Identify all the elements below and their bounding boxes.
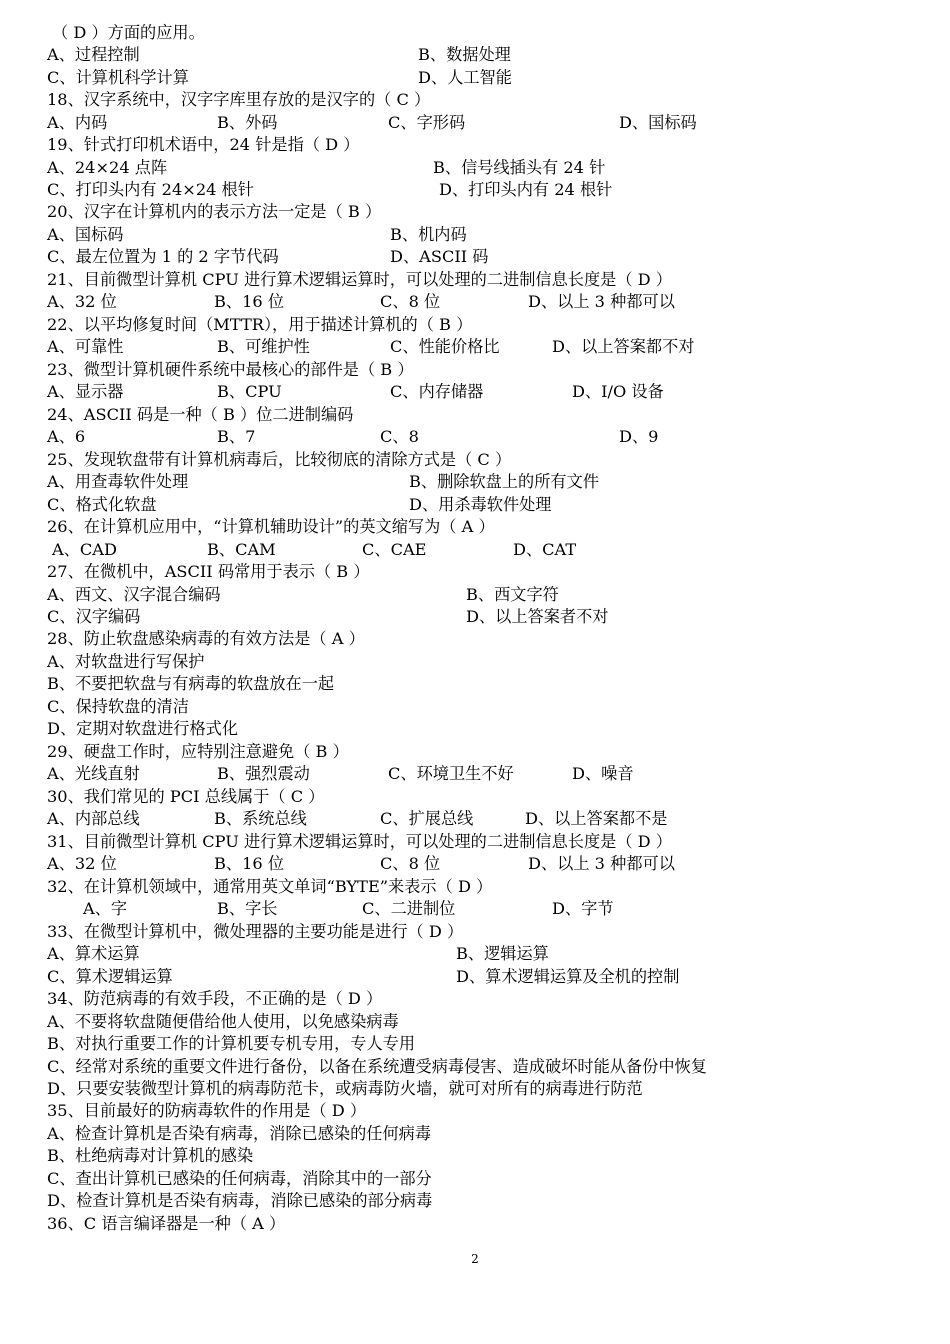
line-text: C、经常对系统的重要文件进行备份，以备在系统遭受病毒侵害、造成破坏时能从备份中恢复 [47, 1057, 707, 1076]
option-text: B、信号线插头有 24 针 [433, 158, 606, 177]
text-line [0, 1168, 950, 1190]
text-line [0, 381, 950, 403]
option-text: C、最左位置为 1 的 2 字节代码 [47, 247, 279, 266]
option-text: D、I/O 设备 [572, 382, 664, 401]
text-line [0, 1056, 950, 1078]
option-text: B、机内码 [390, 225, 467, 244]
option-text: A、光线直射 [47, 764, 140, 783]
text-line [0, 336, 950, 358]
option-text: C、性能价格比 [390, 337, 500, 356]
text-line [0, 1145, 950, 1167]
option-text: C、格式化软盘 [47, 495, 157, 514]
option-text: D、用杀毒软件处理 [409, 495, 552, 514]
text-line [0, 921, 950, 943]
line-text: B、杜绝病毒对计算机的感染 [47, 1146, 254, 1165]
option-text: C、字形码 [388, 113, 466, 132]
option-text: D、国标码 [619, 113, 697, 132]
option-text: C、8 位 [380, 292, 441, 311]
text-line [0, 471, 950, 493]
option-text: B、字长 [217, 899, 278, 918]
option-text: D、以上 3 种都可以 [528, 292, 675, 311]
text-line [0, 1213, 950, 1235]
text-line [0, 898, 950, 920]
text-line [0, 426, 950, 448]
line-text: 22、以平均修复时间（MTTR），用于描述计算机的（ B ） [47, 315, 473, 334]
line-text: 20、汉字在计算机内的表示方法一定是（ B ） [47, 202, 382, 221]
text-line [0, 651, 950, 673]
line-text: 30、我们常见的 PCI 总线属于（ C ） [47, 787, 325, 806]
line-text: 21、目前微型计算机 CPU 进行算术逻辑运算时，可以处理的二进制信息长度是（ D ） [47, 270, 672, 289]
option-text: B、CAM [207, 540, 276, 559]
option-text: A、西文、汉字混合编码 [47, 585, 221, 604]
text-line [0, 1190, 950, 1212]
page-number: 2 [471, 1252, 479, 1266]
option-text: B、西文字符 [466, 585, 559, 604]
text-line [0, 157, 950, 179]
option-text: A、内部总线 [47, 809, 140, 828]
option-text: A、用查毒软件处理 [47, 472, 189, 491]
text-line [0, 494, 950, 516]
text-line [0, 246, 950, 268]
text-line [0, 359, 950, 381]
option-text: A、32 位 [47, 854, 117, 873]
text-line [0, 516, 950, 538]
option-text: D、人工智能 [418, 68, 512, 87]
line-text: C、保持软盘的清洁 [47, 697, 189, 716]
option-text: A、CAD [52, 540, 117, 559]
text-line [0, 741, 950, 763]
line-text: A、不要将软盘随便借给他人使用，以免感染病毒 [47, 1012, 399, 1031]
line-text: A、检查计算机是否染有病毒，消除已感染的任何病毒 [47, 1124, 432, 1143]
text-line [0, 449, 950, 471]
option-text: B、16 位 [214, 854, 285, 873]
option-text: D、算术逻辑运算及全机的控制 [456, 967, 680, 986]
text-line [0, 584, 950, 606]
line-text: 23、微型计算机硬件系统中最核心的部件是（ B ） [47, 360, 414, 379]
text-line [0, 1123, 950, 1145]
option-text: A、过程控制 [47, 45, 140, 64]
option-text: C、8 位 [380, 854, 441, 873]
text-line [0, 1100, 950, 1122]
option-text: D、以上答案都不对 [552, 337, 695, 356]
text-line [0, 696, 950, 718]
line-text: 29、硬盘工作时，应特别注意避免（ B ） [47, 742, 349, 761]
option-text: C、内存储器 [390, 382, 484, 401]
text-line [0, 201, 950, 223]
text-line [0, 67, 950, 89]
option-text: A、国标码 [47, 225, 124, 244]
text-line [0, 112, 950, 134]
option-text: A、内码 [47, 113, 108, 132]
text-line [0, 808, 950, 830]
text-line [0, 853, 950, 875]
text-line [0, 269, 950, 291]
option-text: A、24×24 点阵 [47, 158, 168, 177]
option-text: A、6 [47, 427, 86, 446]
line-text: D、定期对软盘进行格式化 [47, 719, 239, 738]
text-line [0, 1078, 950, 1100]
text-line [0, 89, 950, 111]
text-line [0, 291, 950, 313]
option-text: D、CAT [513, 540, 577, 559]
option-text: C、打印头内有 24×24 根针 [47, 180, 254, 199]
option-text: B、数据处理 [418, 45, 511, 64]
text-line [0, 22, 950, 44]
text-line [0, 831, 950, 853]
option-text: A、显示器 [47, 382, 124, 401]
option-text: B、外码 [217, 113, 278, 132]
line-text: 19、针式打印机术语中，24 针是指（ D ） [47, 135, 360, 154]
text-line [0, 876, 950, 898]
option-text: D、ASCII 码 [390, 247, 489, 266]
option-text: C、CAE [362, 540, 427, 559]
text-line [0, 718, 950, 740]
option-text: C、算术逻辑运算 [47, 967, 173, 986]
text-line [0, 966, 950, 988]
line-text: 25、发现软盘带有计算机病毒后，比较彻底的清除方式是（ C ） [47, 450, 512, 469]
text-line [0, 606, 950, 628]
line-text: 35、目前最好的防病毒软件的作用是（ D ） [47, 1101, 367, 1120]
text-line [0, 763, 950, 785]
option-text: D、以上答案都不是 [525, 809, 668, 828]
text-line [0, 179, 950, 201]
option-text: B、系统总线 [214, 809, 307, 828]
option-text: D、噪音 [572, 764, 634, 783]
line-text: B、不要把软盘与有病毒的软盘放在一起 [47, 674, 335, 693]
option-text: B、CPU [217, 382, 282, 401]
line-text: 24、ASCII 码是一种（ B ）位二进制编码 [47, 405, 354, 424]
text-line [0, 404, 950, 426]
line-text: 28、防止软盘感染病毒的有效方法是（ A ） [47, 629, 365, 648]
option-text: D、以上 3 种都可以 [528, 854, 675, 873]
option-text: A、算术运算 [47, 944, 140, 963]
text-line [0, 224, 950, 246]
line-text: 33、在微型计算机中，微处理器的主要功能是进行（ D ） [47, 922, 464, 941]
line-text: D、检查计算机是否染有病毒，消除已感染的部分病毒 [47, 1191, 433, 1210]
text-line [0, 1033, 950, 1055]
line-text: 36、C 语言编译器是一种（ A ） [47, 1214, 286, 1233]
line-text: 34、防范病毒的有效手段，不正确的是（ D ） [47, 989, 383, 1008]
text-line [0, 943, 950, 965]
line-text: A、对软盘进行写保护 [47, 652, 205, 671]
option-text: B、可维护性 [217, 337, 310, 356]
text-line [0, 1011, 950, 1033]
option-text: A、字 [83, 899, 128, 918]
line-text: 27、在微机中，ASCII 码常用于表示（ B ） [47, 562, 370, 581]
line-text: B、对执行重要工作的计算机要专机专用，专人专用 [47, 1034, 416, 1053]
text-line [0, 134, 950, 156]
option-text: D、字节 [552, 899, 614, 918]
line-text: D、只要安装微型计算机的病毒防范卡，或病毒防火墙，就可对所有的病毒进行防范 [47, 1079, 643, 1098]
option-text: B、16 位 [214, 292, 285, 311]
option-text: C、环境卫生不好 [388, 764, 514, 783]
option-text: B、删除软盘上的所有文件 [409, 472, 599, 491]
option-text: A、可靠性 [47, 337, 124, 356]
option-text: C、扩展总线 [380, 809, 474, 828]
text-line [0, 44, 950, 66]
text-line [0, 628, 950, 650]
text-line [0, 988, 950, 1010]
option-text: C、二进制位 [362, 899, 456, 918]
text-line [0, 561, 950, 583]
text-line [0, 314, 950, 336]
line-text: （ D ）方面的应用。 [52, 23, 205, 42]
text-line [0, 673, 950, 695]
option-text: B、7 [217, 427, 256, 446]
option-text: D、9 [619, 427, 659, 446]
option-text: B、强烈震动 [217, 764, 310, 783]
line-text: 31、目前微型计算机 CPU 进行算术逻辑运算时，可以处理的二进制信息长度是（ D ） [47, 832, 672, 851]
line-text: 32、在计算机领域中，通常用英文单词“BYTE”来表示（ D ） [47, 877, 493, 896]
line-text: C、查出计算机已感染的任何病毒，消除其中的一部分 [47, 1169, 432, 1188]
option-text: D、打印头内有 24 根针 [439, 180, 613, 199]
option-text: C、计算机科学计算 [47, 68, 189, 87]
option-text: C、8 [380, 427, 419, 446]
option-text: D、以上答案者不对 [466, 607, 609, 626]
option-text: B、逻辑运算 [456, 944, 549, 963]
text-line [0, 539, 950, 561]
text-line [0, 786, 950, 808]
line-text: 18、汉字系统中，汉字字库里存放的是汉字的（ C ） [47, 90, 431, 109]
option-text: C、汉字编码 [47, 607, 141, 626]
line-text: 26、在计算机应用中，“计算机辅助设计”的英文缩写为（ A ） [47, 517, 495, 536]
option-text: A、32 位 [47, 292, 117, 311]
